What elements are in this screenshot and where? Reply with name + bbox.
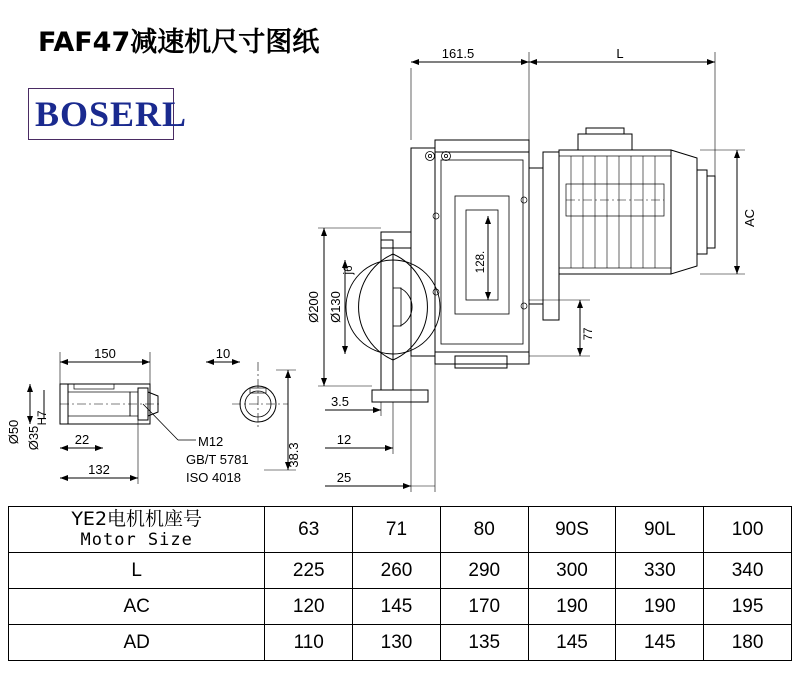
table-row	[9, 589, 792, 625]
row-l-value: 300	[528, 553, 616, 589]
dim-d50: Ø50	[6, 419, 21, 445]
motor-size-label-cn: YE2电机机座号	[71, 508, 203, 530]
callout-thread: M12	[198, 434, 224, 449]
spec-table	[8, 506, 792, 661]
dim-d130-tolerance: j6	[343, 265, 355, 275]
dim-38-3: 38.3	[286, 442, 301, 468]
logo-text: BOSERL	[35, 94, 188, 134]
row-ac-value: 120	[265, 589, 353, 625]
dim-161-5: 161.5	[441, 46, 475, 61]
motor-size-value: 80	[440, 507, 528, 553]
dim-d35-tolerance: H7	[37, 410, 49, 426]
dim-d200: Ø200	[306, 291, 321, 323]
dim-77: 77	[583, 327, 595, 341]
row-ad-value: 145	[616, 625, 704, 661]
table-row	[9, 507, 792, 553]
dim-AC: AC	[742, 208, 757, 228]
row-l-value: 260	[353, 553, 441, 589]
row-ad-value: 130	[353, 625, 441, 661]
dim-132: 132	[88, 462, 110, 477]
dim-12: 12	[336, 432, 352, 447]
row-ad-value: 180	[704, 625, 792, 661]
callout-standard-iso: ISO 4018	[186, 470, 241, 485]
row-ad-value: 135	[440, 625, 528, 661]
row-l-value: 290	[440, 553, 528, 589]
row-ac-value: 170	[440, 589, 528, 625]
row-l-value: 330	[616, 553, 704, 589]
row-ac-value: 195	[704, 589, 792, 625]
callout-standard-gb: GB/T 5781	[186, 452, 249, 467]
dim-150: 150	[94, 346, 116, 361]
row-ac-value: 190	[616, 589, 704, 625]
motor-size-label-en: Motor Size	[80, 529, 193, 550]
motor-size-label	[9, 507, 265, 553]
row-ad-value: 110	[265, 625, 353, 661]
row-label-ad: AD	[9, 625, 265, 661]
motor-size-value: 90S	[528, 507, 616, 553]
table-row	[9, 625, 792, 661]
row-l-value: 340	[704, 553, 792, 589]
motor-size-value: 63	[265, 507, 353, 553]
dim-3-5: 3.5	[330, 394, 350, 409]
dim-25: 25	[336, 470, 352, 485]
row-ac-value: 190	[528, 589, 616, 625]
dim-d35: Ø35	[26, 425, 41, 451]
motor-size-value: 90L	[616, 507, 704, 553]
row-l-value: 225	[265, 553, 353, 589]
motor-size-value: 71	[353, 507, 441, 553]
dim-22: 22	[74, 432, 90, 447]
motor-size-value: 100	[704, 507, 792, 553]
dim-128: 128.	[475, 250, 487, 274]
dim-d130: Ø130	[328, 291, 343, 323]
table-row	[9, 553, 792, 589]
page-title: FAF47减速机尺寸图纸	[38, 27, 320, 58]
row-ac-value: 145	[353, 589, 441, 625]
dim-10: 10	[215, 346, 231, 361]
row-label-ac: AC	[9, 589, 265, 625]
dim-L: L	[616, 46, 624, 61]
row-label-l: L	[9, 553, 265, 589]
row-ad-value: 145	[528, 625, 616, 661]
